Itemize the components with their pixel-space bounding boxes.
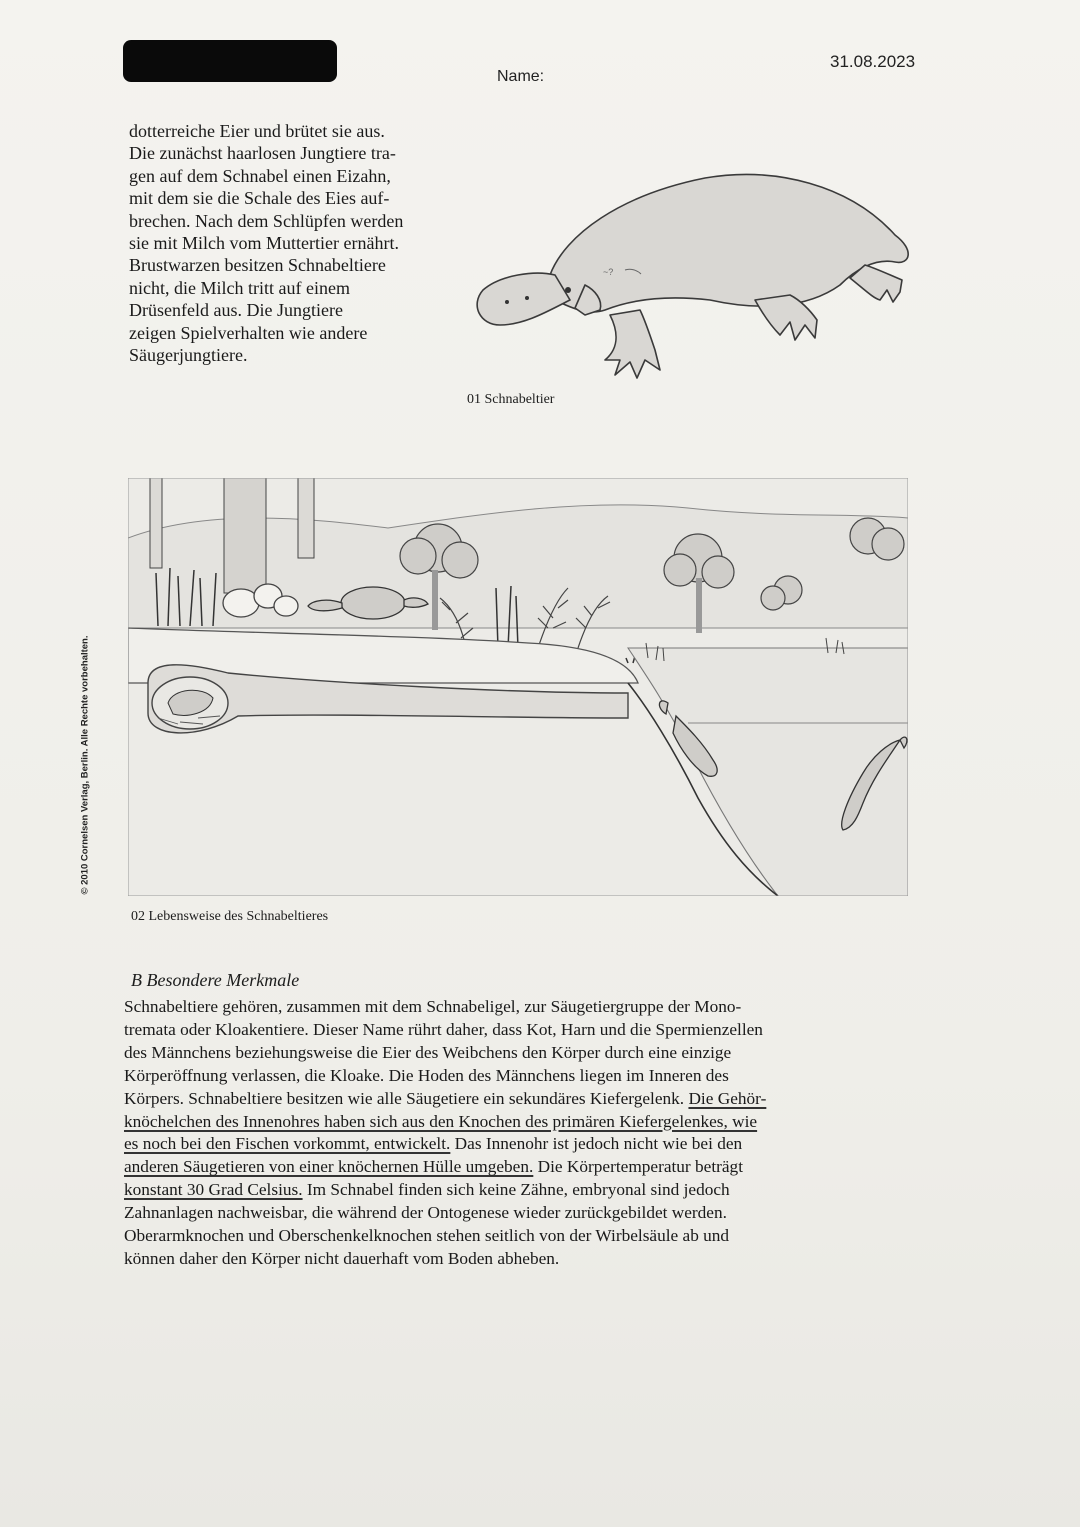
intro-line: zeigen Spielverhalten wie andere <box>129 322 368 343</box>
date-label: 31.08.2023 <box>830 52 916 71</box>
redacted-name-block <box>123 40 337 82</box>
body-line: Zahnanlagen nachweisbar, die während der Ontogenese wieder zurückgebildet werden. <box>124 1203 727 1223</box>
name-label: Name: <box>497 68 545 85</box>
intro-line: mit dem sie die Schale des Eies auf- <box>129 188 390 209</box>
intro-line: gen auf dem Schnabel einen Eizahn, <box>129 165 391 186</box>
intro-line: nicht, die Milch tritt auf einem <box>129 277 350 298</box>
intro-line: Säugerjungtiere. <box>129 345 248 366</box>
intro-line: Brustwarzen besitzen Schnabeltiere <box>129 255 386 276</box>
body-line: anderen Säugetieren von einer knöchernen Hülle umgeben. Die Körpertemperatur beträgt <box>124 1157 743 1177</box>
body-line: es noch bei den Fischen vorkommt, entwickelt. Das Innenohr ist jedoch nicht wie bei den <box>124 1134 743 1154</box>
platypus-illustration <box>455 150 925 390</box>
body-line: können daher den Körper nicht dauerhaft vom Boden abheben. <box>124 1248 560 1268</box>
section-body <box>124 996 904 1271</box>
copyright-notice: © 2010 Cornelsen Verlag, Berlin. Alle Rechte vorbehalten. <box>79 635 91 895</box>
habitat-illustration <box>128 478 908 896</box>
intro-paragraph <box>129 120 459 366</box>
body-line: konstant 30 Grad Celsius. Im Schnabel finden sich keine Zähne, embryonal sind jedoch <box>124 1180 730 1200</box>
svg-text:~?: ~? <box>603 267 614 277</box>
body-line: knöchelchen des Innenohres haben sich aus den Knochen des primären Kiefergelenkes, wie <box>124 1111 758 1131</box>
intro-line: dotterreiche Eier und brütet sie aus. <box>129 121 385 141</box>
intro-line: Drüsenfeld aus. Die Jungtiere <box>129 300 343 321</box>
body-line: tremata oder Kloakentiere. Dieser Name rührt daher, dass Kot, Harn und die Spermienzellen <box>124 1019 763 1039</box>
body-line: Oberarmknochen und Oberschenkelknochen stehen seitlich von der Wirbelsäule ab und <box>124 1226 730 1246</box>
section-title: B Besondere Merkmale <box>131 970 300 990</box>
body-line: des Männchens beziehungsweise die Eier des Weibchens den Körper durch eine einzige <box>124 1042 732 1062</box>
body-line: Schnabeltiere gehören, zusammen mit dem Schnabeligel, zur Säugetiergruppe der Mono- <box>124 997 742 1016</box>
intro-line: sie mit Milch vom Muttertier ernährt. <box>129 233 399 254</box>
intro-line: brechen. Nach dem Schlüpfen werden <box>129 210 404 231</box>
figure1-caption: 01 Schnabeltier <box>467 392 555 407</box>
figure2-caption: 02 Lebensweise des Schnabeltieres <box>131 909 329 924</box>
body-line: Körpers. Schnabeltiere besitzen wie alle Säugetiere ein sekundäres Kiefergelenk. Die Gehör- <box>124 1088 767 1108</box>
body-line: Körperöffnung verlassen, die Kloake. Die Hoden des Männchens liegen im Inneren des <box>124 1065 729 1085</box>
intro-line: Die zunächst haarlosen Jungtiere tra- <box>129 143 396 164</box>
